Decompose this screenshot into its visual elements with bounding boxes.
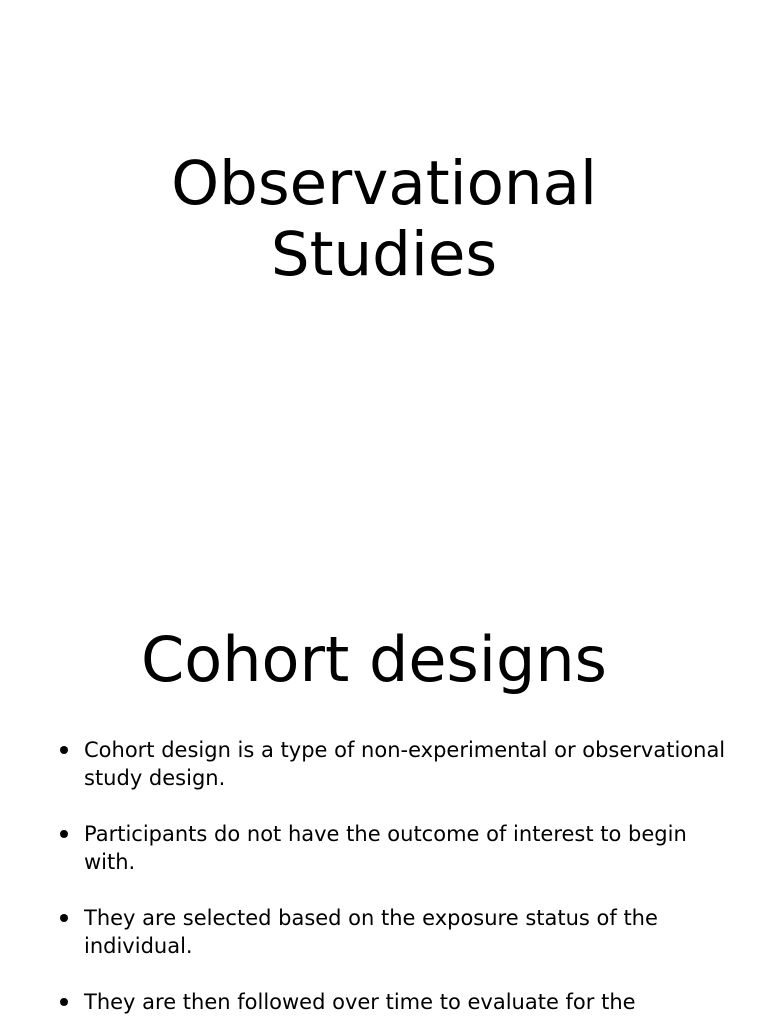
bullet-text: Cohort design is a type of non-experimental or observational study design.	[84, 738, 726, 790]
bullet-item	[56, 988, 736, 1016]
bullet-text: They are then followed over time to evaluate for the	[84, 990, 636, 1014]
cohort-designs-slide	[0, 576, 768, 1024]
bullet-list	[56, 736, 736, 1016]
title-slide-heading: Observational Studies	[171, 148, 597, 290]
bullet-item	[56, 904, 736, 960]
section-heading: Cohort designs	[141, 623, 607, 696]
bullet-item	[56, 820, 736, 876]
bullet-item	[56, 736, 736, 792]
bullet-marker-icon	[60, 746, 68, 754]
bullet-text: They are selected based on the exposure status of the individual.	[84, 906, 658, 958]
bullet-marker-icon	[60, 914, 68, 922]
bullet-marker-icon	[60, 830, 68, 838]
bullet-text: Participants do not have the outcome of interest to begin with.	[84, 822, 687, 874]
bullet-marker-icon	[60, 998, 68, 1006]
